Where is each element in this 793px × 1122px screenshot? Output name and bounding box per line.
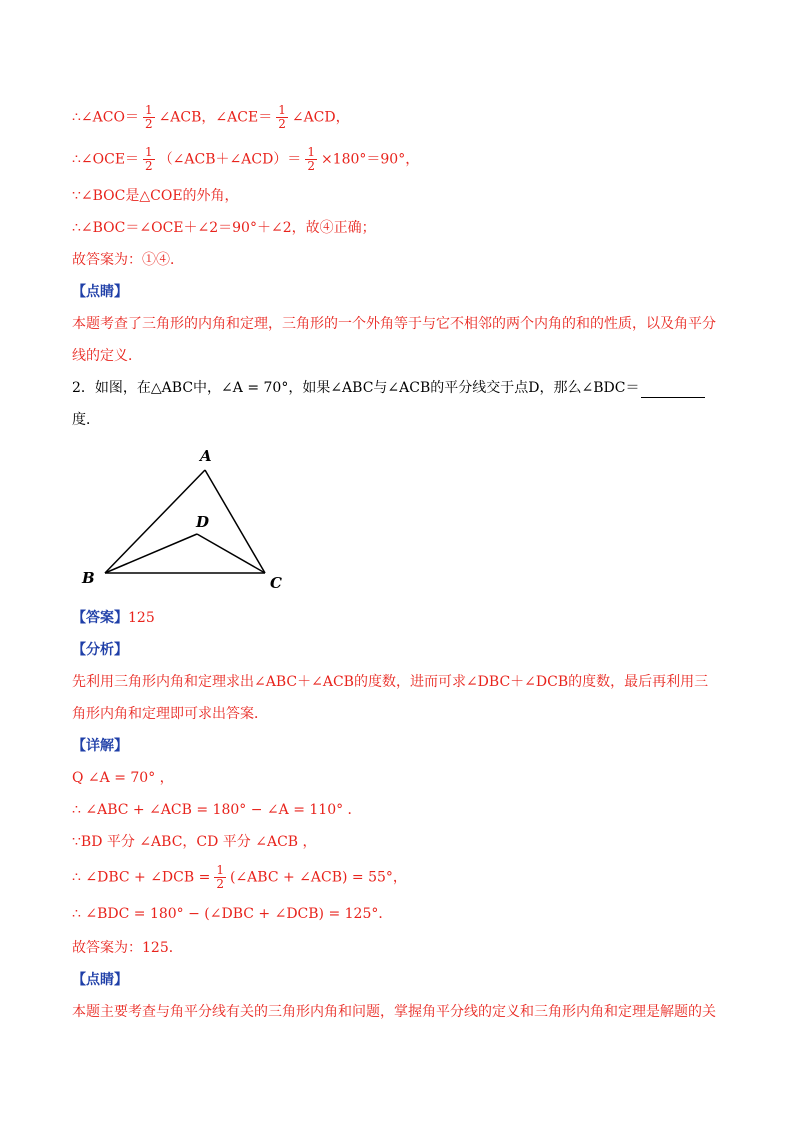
- section-header-answer: 【答案】: [72, 610, 128, 626]
- triangle-figure: [72, 440, 302, 600]
- segment-bd: [105, 534, 197, 573]
- answer-summary-2: 故答案为：125．: [72, 940, 183, 956]
- review-text-1: 本题考查了三角形的内角和定理，三角形的一个外角等于与它不相邻的两个内角的和的性质，以及角平分: [72, 316, 716, 332]
- solution-line-2: ∴∠OCE＝ $\frac{1}{2}$ （∠ACB＋∠ACD）＝ $\frac{1}{2}$ ×180°＝90°，: [72, 145, 420, 173]
- answer-blank: [641, 383, 705, 398]
- solution-line-1: ∴∠ACO＝ $\frac{1}{2}$ ∠ACB，∠ACE＝ $\frac{1}{2}$ ∠ACD，: [72, 103, 350, 131]
- solution-line-4: ∴∠BOC＝∠OCE＋∠2＝90°＋∠2，故④正确；: [72, 220, 376, 236]
- answer-summary: 故答案为：①④．: [72, 252, 184, 268]
- fraction: $\frac{1}{2}$: [144, 103, 153, 131]
- detail-line-5: ∴ ∠BDC = 180° − (∠DBC + ∠DCB) = 125°．: [72, 906, 393, 922]
- side-ac: [205, 470, 265, 573]
- section-header-detail: 【详解】: [72, 738, 128, 754]
- fraction: $\frac{1}{2}$: [307, 145, 315, 173]
- vertex-label-d: D: [196, 513, 210, 531]
- answer-value: 125: [128, 610, 155, 626]
- detail-line-2: ∴ ∠ABC + ∠ACB = 180° − ∠A = 110° ．: [72, 802, 362, 818]
- detail-line-3: ∵BD 平分 ∠ABC，CD 平分 ∠ACB ，: [72, 834, 317, 850]
- analysis-text-1: 先利用三角形内角和定理求出∠ABC＋∠ACB的度数，进而可求∠DBC＋∠DCB的度数，最后再利用三: [72, 674, 709, 690]
- fraction: $\frac{1}{2}$: [145, 145, 153, 173]
- answer-line: [72, 608, 732, 628]
- question-2-cont: 度．: [72, 412, 100, 428]
- side-ab: [105, 470, 205, 573]
- fraction: $\frac{1}{2}$: [278, 103, 286, 131]
- section-header-review-2: 【点睛】: [72, 972, 128, 988]
- section-header-review: 【点睛】: [72, 284, 128, 300]
- detail-line-1: Q ∠A = 70° ，: [72, 770, 174, 786]
- review-text-3: 本题主要考查与角平分线有关的三角形内角和问题，掌握角平分线的定义和三角形内角和定理是解题的关: [72, 1004, 716, 1020]
- section-header-analysis: 【分析】: [72, 642, 128, 658]
- solution-line-3: ∵∠BOC是△COE的外角，: [72, 188, 239, 204]
- vertex-label-c: C: [270, 574, 282, 592]
- fraction: $\frac{1}{2}$: [216, 863, 224, 891]
- vertex-label-a: A: [200, 447, 212, 465]
- review-text-2: 线的定义．: [72, 348, 142, 364]
- segment-cd: [197, 534, 265, 573]
- question-2: 2．如图，在△ABC中，∠A = 70°，如果∠ABC与∠ACB的平分线交于点D，那么∠BDC＝: [72, 378, 732, 398]
- detail-line-4: ∴ ∠DBC + ∠DCB = $\frac{1}{2}$ (∠ABC + ∠ACB) = 55°，: [72, 863, 407, 891]
- vertex-label-b: B: [82, 569, 95, 587]
- analysis-text-2: 角形内角和定理即可求出答案．: [72, 706, 268, 722]
